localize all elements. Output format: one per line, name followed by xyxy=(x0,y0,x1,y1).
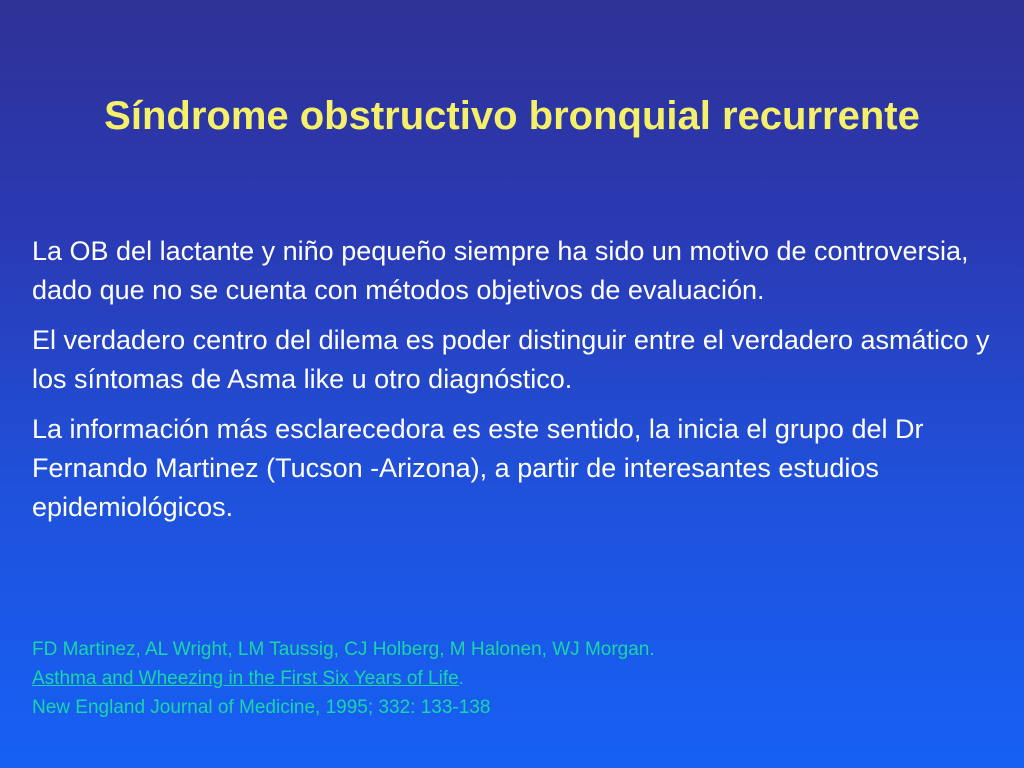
reference-block xyxy=(32,635,992,722)
reference-journal: New England Journal of Medicine, 1995; 332: 133-138 xyxy=(32,697,491,718)
paragraph-dilemma: El verdadero centro del dilema es poder distinguir entre el verdadero asmático y los síntomas de Asma like u otro diagnóstico. xyxy=(32,325,990,394)
reference-title-line xyxy=(32,664,992,693)
paragraph-intro: La OB del lactante y niño pequeño siempre ha sido un motivo de controversia, dado que no se cuenta con métodos objetivos de evaluación. xyxy=(32,236,969,305)
reference-title-suffix: . xyxy=(458,668,464,689)
reference-title-link[interactable]: Asthma and Wheezing in the First Six Years of Life xyxy=(32,668,459,689)
reference-authors: FD Martinez, AL Wright, LM Taussig, CJ Holberg, M Halonen, WJ Morgan. xyxy=(32,639,655,660)
slide-body xyxy=(32,232,1007,538)
slide-title: Síndrome obstructivo bronquial recurrente xyxy=(104,94,920,138)
paragraph-information: La información más esclarecedora es este sentido, la inicia el grupo del Dr Fernando Martinez (Tucson -Arizona), a partir de interesantes estudios epidemiológicos. xyxy=(32,414,924,522)
